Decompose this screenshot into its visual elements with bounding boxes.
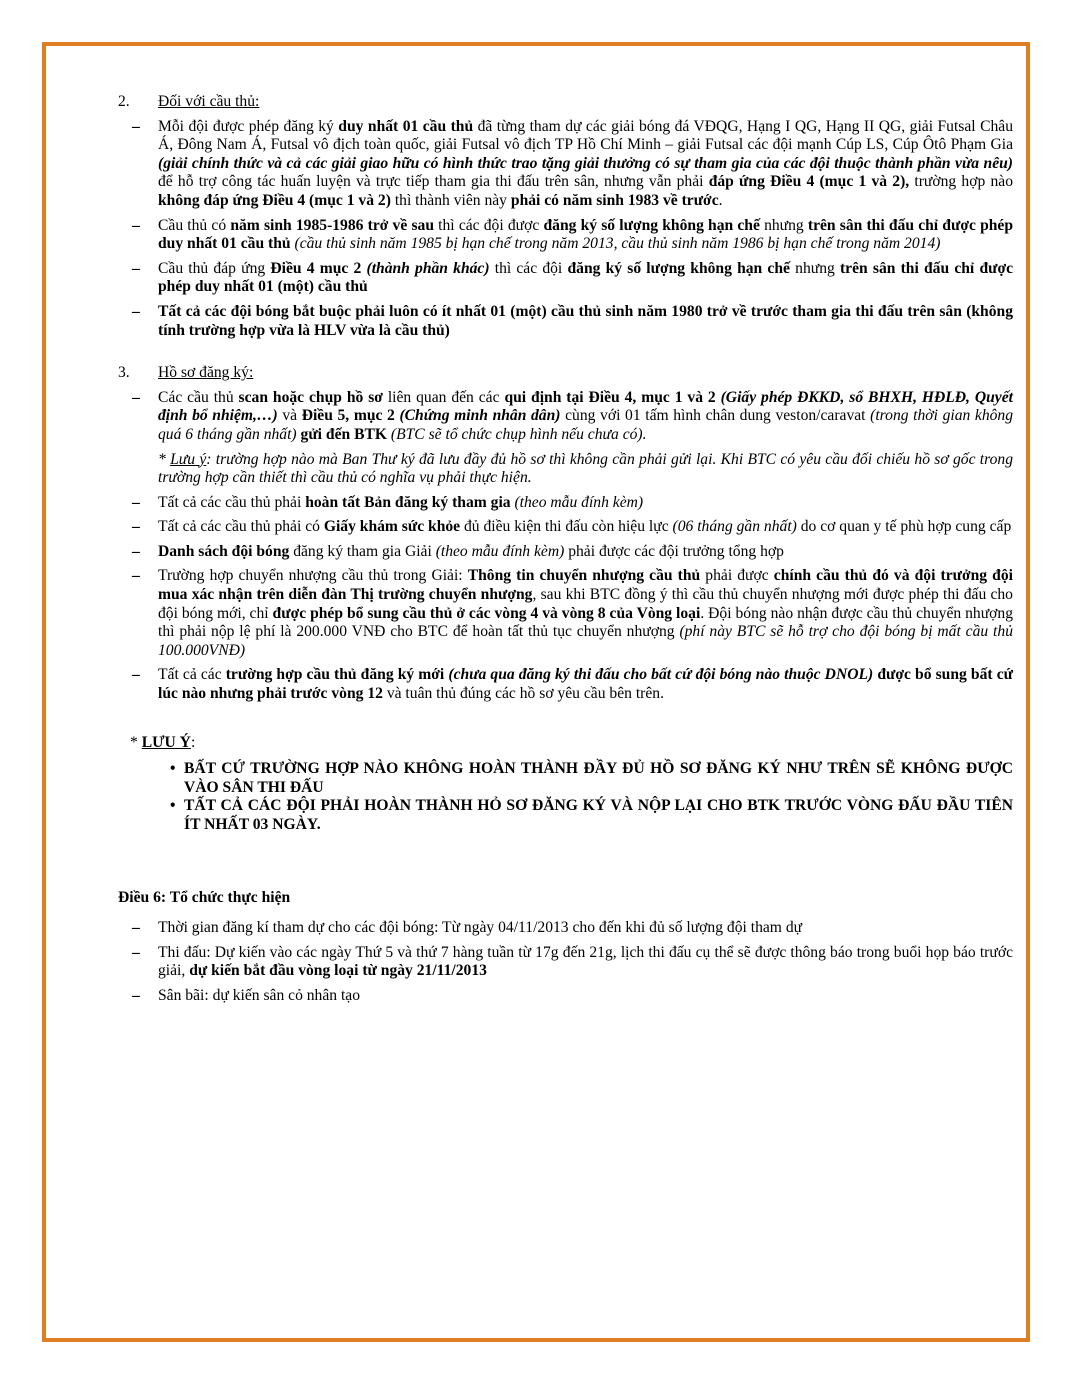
text-run: (trong thời gian không quá 6 tháng gần nhất) — [158, 407, 1014, 443]
article-6-title: Điều 6: Tổ chức thực hiện — [118, 888, 291, 906]
text-run: Giấy khám sức khỏe — [323, 518, 461, 536]
text-run: Các cầu thủ — [158, 388, 239, 406]
text-run: trên sân thi đấu chỉ được phép duy nhất 01 (một) cầu thủ — [158, 259, 1014, 296]
text-run: được bổ sung bất cứ lúc nào nhưng phải trước vòng 12 — [158, 666, 1013, 703]
text-run: (BTC sẽ tổ chức chụp hình nếu chưa có). — [390, 425, 647, 443]
warning-suffix: : — [190, 733, 196, 751]
text-run: không đáp ứng Điều 4 (mục 1 và 2) — [158, 191, 391, 209]
text-run: nhưng — [789, 259, 840, 277]
section-title: Đối với cầu thủ: — [158, 93, 260, 110]
list-item — [118, 919, 1013, 938]
text-run: Thời gian đăng kí tham dự cho các đội bóng: Từ ngày 04/11/2013 cho đến khi đủ số lượng đội tham dự — [158, 919, 803, 937]
warning-item: • TẤT CẢ CÁC ĐỘI PHẢI HOÀN THÀNH HỎ SƠ ĐĂNG KÝ VÀ NỘP LẠI CHO BTK TRƯỚC VÒNG ĐẤU ĐẦU TIÊN ÍT NHẤT 03 NGÀY. — [170, 797, 1013, 834]
text-run: (Chứng minh nhân dân) — [399, 407, 561, 425]
section-title: Hồ sơ đăng ký: — [158, 364, 254, 382]
list-item — [118, 118, 1013, 211]
list-item — [118, 217, 1013, 254]
text-run: Cầu thủ có — [158, 216, 231, 234]
text-run: phải được các đội trưởng tổng hợp — [564, 542, 784, 560]
text-run: trên sân thi đấu chỉ được phép duy nhất 01 cầu thủ — [158, 216, 1014, 253]
list-item — [118, 944, 1013, 981]
text-run: . Đội bóng nào nhận được cầu thủ chuyển nhượng thì phải nộp lệ phí là 200.000 VNĐ cho BTC để hoàn tất thủ tục chuyển nhượng — [158, 604, 1013, 641]
text-run: trường hợp cầu thủ đăng ký mới — [225, 666, 449, 684]
text-run: gửi đến BTK — [300, 425, 387, 443]
note-label: Lưu ý — [170, 450, 207, 468]
text-run: , sau khi BTC đồng ý thì cầu thủ chuyển nhượng mới được phép thi đấu cho đội bóng mới, chỉ — [158, 586, 1013, 622]
warning-label: LƯU Ý — [141, 733, 191, 751]
list-item — [118, 567, 1013, 660]
text-run: (theo mẫu đính kèm) — [514, 493, 644, 511]
text-run: dự kiến bắt đầu vòng loại từ ngày 21/11/2013 — [189, 962, 487, 980]
text-run: Điều 5, mục 2 — [301, 407, 400, 425]
text-run: (theo mẫu đính kèm) — [435, 542, 565, 560]
list-item — [118, 518, 1013, 537]
note-text: : trường hợp nào mà Ban Thư ký đã lưu đầy đủ hồ sơ thì không cần phải gửi lại. Khi BTC có yêu cầu đối chiếu hồ sơ gốc trong trường hợp cần thiết thì cầu thủ có nghĩa vụ phải thực hiện. — [158, 450, 1013, 487]
section-number: 3. — [118, 364, 130, 382]
text-run: . — [718, 191, 723, 209]
text-run: (06 tháng gần nhất) — [672, 518, 797, 536]
section-2-heading — [118, 93, 1013, 112]
text-run: hoàn tất Bản đăng ký tham gia — [305, 493, 511, 511]
text-run: Điều 4 mục 2 — [270, 259, 367, 277]
text-run: đáp ứng Điều 4 (mục 1 và 2), — [708, 173, 910, 191]
text-run: nhưng — [759, 216, 808, 234]
document-body — [118, 93, 1013, 1012]
warning-list — [170, 760, 1013, 834]
list-item — [118, 260, 1013, 297]
list-item — [118, 303, 1013, 340]
text-run: Tất cả các cầu thủ phải có — [158, 518, 324, 536]
text-run: do cơ quan y tế phù hợp cung cấp — [796, 518, 1012, 536]
warning-item: • BẤT CỨ TRƯỜNG HỢP NÀO KHÔNG HOÀN THÀNH ĐẦY ĐỦ HỒ SƠ ĐĂNG KÝ NHƯ TRÊN SẼ KHÔNG ĐƯỢC VÀO SÂN THI ĐẤU — [170, 760, 1013, 797]
text-run: (chưa qua đăng ký thi đấu cho bất cứ đội bóng nào thuộc DNOL) — [448, 666, 874, 684]
list-item — [118, 987, 1013, 1006]
text-run: (Giấy phép ĐKKD, sổ BHXH, HĐLĐ, Quyết định bổ nhiệm,…) — [158, 388, 1013, 425]
text-run: (phí này BTC sẽ hỗ trợ cho đội bóng bị mất cầu thủ 100.000VNĐ) — [158, 623, 1013, 659]
text-run: trường hợp nào — [909, 173, 1013, 191]
list-item — [118, 389, 1013, 445]
list-item — [118, 543, 1013, 562]
note-prefix: * — [158, 450, 171, 468]
list-item — [118, 666, 1013, 703]
text-run: Tất cả các đội bóng bắt buộc phải luôn có ít nhất 01 (một) cầu thủ sinh năm 1980 trở về trước tham gia thi đấu trên sân (không tính trường hợp vừa là HLV vừa là cầu thủ) — [158, 302, 1013, 339]
note-paragraph — [118, 451, 1013, 488]
text-run: được phép bổ sung cầu thủ ở các vòng 4 và vòng 8 của Vòng loại — [272, 604, 701, 622]
text-run: năm sinh 1985-1986 trở về sau — [230, 216, 434, 234]
text-run: Tất cả các cầu thủ phải — [158, 493, 306, 511]
text-run: phải có năm sinh 1983 về trước — [510, 191, 719, 209]
text-run: đăng ký tham gia Giải — [289, 542, 436, 560]
list-item — [118, 494, 1013, 513]
text-run: thì các đội được — [434, 216, 544, 234]
warning-heading — [130, 734, 1013, 753]
text-run: Thi đấu: Dự kiến vào các ngày Thứ 5 và thứ 7 hàng tuần từ 17g đến 21g, lịch thi đấu cụ thể sẽ được thông báo trong buổi họp báo trước giải, — [158, 943, 1013, 980]
text-run: đủ điều kiện thi đấu còn hiệu lực — [460, 518, 673, 536]
text-run: và — [277, 407, 302, 425]
text-run: chính cầu thủ đó và đội trưởng đội mua xác nhận trên diễn đàn Thị trường chuyển nhượng — [158, 567, 1013, 604]
text-run: đăng ký số lượng không hạn chế — [543, 216, 760, 234]
text-run: thì các đội — [489, 259, 568, 277]
text-run: đăng ký số lượng không hạn chế — [567, 259, 790, 277]
text-run: thì thành viên này — [390, 191, 511, 209]
text-run: (giải chính thức và cả các giải giao hữu có hình thức trao tặng giải thưởng có sự tham gia của các đội thuộc thành phần vừa nêu) — [158, 154, 1013, 172]
text-run: (cầu thủ sinh năm 1985 bị hạn chế trong năm 2013, cầu thủ sinh năm 1986 bị hạn chế trong năm 2014) — [294, 235, 941, 253]
text-run: Cầu thủ đáp ứng — [158, 259, 271, 277]
section-3-heading — [118, 364, 1013, 383]
text-run: scan hoặc chụp hồ sơ — [238, 388, 383, 406]
text-run: duy nhất 01 cầu thủ — [338, 117, 474, 135]
text-run: phải được — [700, 567, 774, 585]
text-run: Danh sách đội bóng — [158, 542, 290, 560]
text-run: (thành phần khác) — [366, 259, 490, 277]
text-run: Thông tin chuyển nhượng cầu thủ — [467, 567, 701, 585]
section-number: 2. — [118, 93, 130, 110]
text-run: Tất cả các — [158, 666, 226, 684]
text-run: đã từng tham dự các giải bóng đá VĐQG, Hạng I QG, Hạng II QG, giải Futsal Châu Á, Đông Nam Á, Futsal vô địch toàn quốc, giải Futsal vô địch TP Hồ Chí Minh – giải Futsal các đội mạnh Cúp LS, Cúp Ôtô Phạm Gia — [158, 117, 1013, 154]
warning-prefix: * — [130, 733, 142, 751]
text-run: để hỗ trợ công tác huấn luyện và trực tiếp tham gia thi đấu trên sân, nhưng vẫn phải — [158, 173, 709, 191]
text-run: Mỗi đội được phép đăng ký — [158, 117, 339, 135]
text-run: Sân bãi: dự kiến sân cỏ nhân tạo — [158, 986, 361, 1004]
text-run: và tuân thủ đúng các hồ sơ yêu cầu bên trên. — [382, 685, 664, 703]
text-run: Trường hợp chuyển nhượng cầu thủ trong Giải: — [158, 567, 468, 585]
text-run: qui định tại Điều 4, mục 1 và 2 — [504, 388, 721, 406]
text-run: cùng với 01 tấm hình chân dung veston/caravat — [560, 407, 871, 425]
text-run: liên quan đến các — [382, 388, 505, 406]
